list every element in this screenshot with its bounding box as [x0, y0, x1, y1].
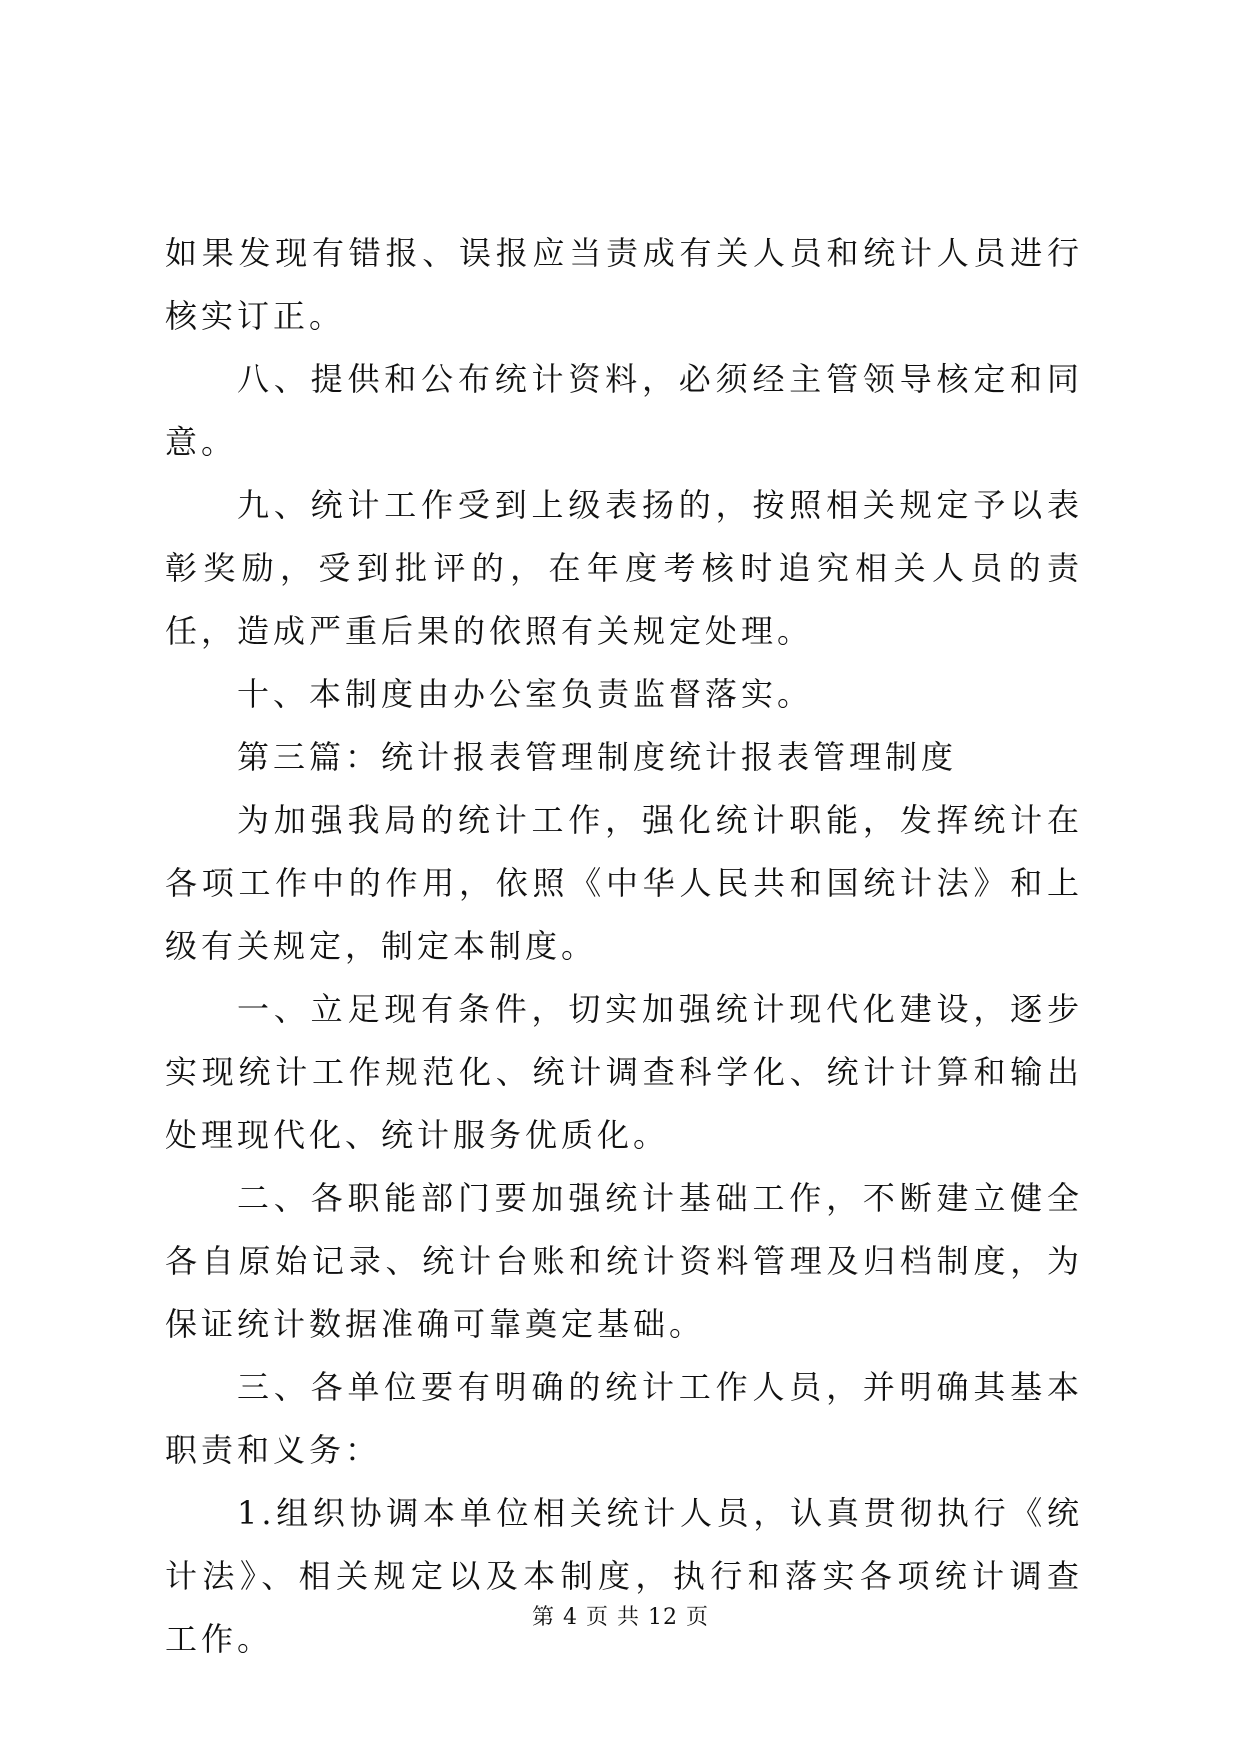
paragraph-item-2: 二、各职能部门要加强统计基础工作，不断建立健全各自原始记录、统计台账和统计资料管理及归档制度，为保证统计数据准确可靠奠定基础。 [165, 1179, 1083, 1343]
paragraph-item-8: 八、提供和公布统计资料，必须经主管领导核定和同意。 [165, 360, 1083, 461]
section-heading-part-3: 第三篇：统计报表管理制度统计报表管理制度 [237, 738, 958, 776]
paragraph-continuation: 如果发现有错报、误报应当责成有关人员和统计人员进行核实订正。 [165, 234, 1083, 335]
document-body [165, 222, 1083, 1671]
page-number-footer: 第 4 页 共 12 页 [532, 1605, 709, 1630]
paragraph-item-10: 十、本制度由办公室负责监督落实。 [237, 675, 814, 713]
paragraph-item-1: 一、立足现有条件，切实加强统计现代化建设，逐步实现统计工作规范化、统计调查科学化、统计计算和输出处理现代化、统计服务优质化。 [165, 990, 1083, 1154]
paragraph-item-3: 三、各单位要有明确的统计工作人员，并明确其基本职责和义务： [165, 1368, 1083, 1469]
paragraph-preamble: 为加强我局的统计工作，强化统计职能，发挥统计在各项工作中的作用，依照《中华人民共和国统计法》和上级有关规定，制定本制度。 [165, 801, 1083, 965]
paragraph-item-9: 九、统计工作受到上级表扬的，按照相关规定予以表彰奖励，受到批评的，在年度考核时追究相关人员的责任，造成严重后果的依照有关规定处理。 [165, 486, 1083, 650]
paragraph-subitem-1: 1.组织协调本单位相关统计人员，认真贯彻执行《统计法》、相关规定以及本制度，执行和落实各项统计调查工作。 [165, 1494, 1083, 1658]
